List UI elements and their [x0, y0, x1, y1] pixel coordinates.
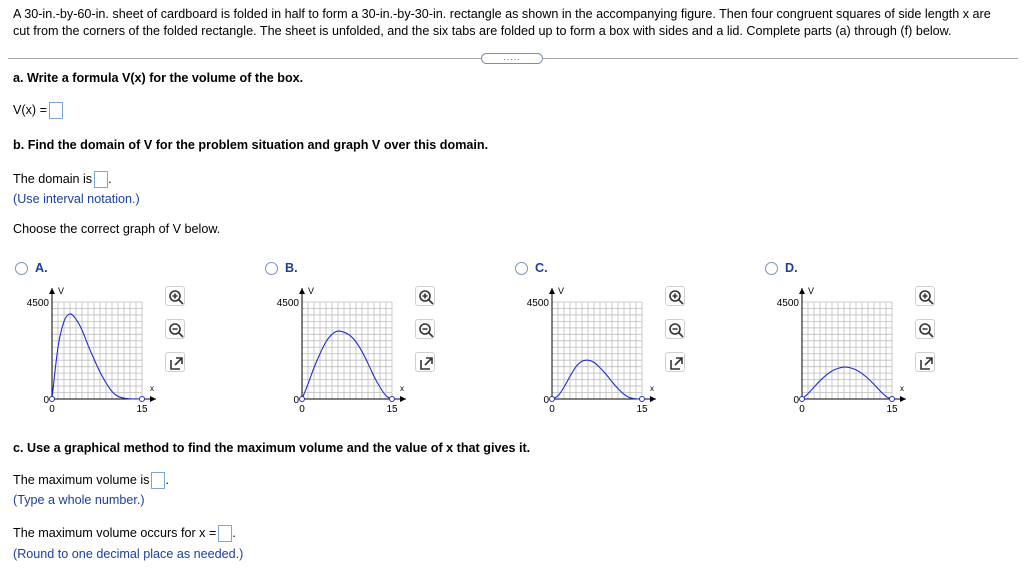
- x-axis-label: x: [900, 384, 904, 393]
- x-tick-label-15: 15: [886, 404, 898, 415]
- domain-row: [13, 171, 112, 188]
- x-axis-label: x: [400, 384, 404, 393]
- volume-graph: [765, 280, 915, 415]
- zoom-in-icon: [418, 289, 434, 305]
- y-axis-arrow: [549, 288, 555, 294]
- zoom-in-icon: [668, 289, 684, 305]
- curve-endpoint: [50, 397, 55, 402]
- y-axis-label: V: [308, 286, 315, 296]
- zoom-out-button[interactable]: [915, 319, 935, 339]
- period: .: [232, 525, 236, 540]
- y-axis-arrow: [799, 288, 805, 294]
- x-axis-arrow: [650, 396, 656, 402]
- curve-endpoint: [890, 397, 895, 402]
- problem-statement: A 30-in.-by-60-in. sheet of cardboard is folded in half to form a 30-in.-by-30-in. rectangle as shown in the accompanying figure. Then four congruent squares of side length x are cut from the corners of the folded rectangle. The sheet is unfolded, and the six tabs are folded up to form a box with sides and a lid. Complete parts (a) through (f) below.: [13, 7, 991, 38]
- part-a-question: a. Write a formula V(x) for the volume of the box.: [13, 71, 304, 85]
- y-tick-label-max: 4500: [26, 298, 49, 309]
- expand-graph-button[interactable]: [415, 352, 435, 372]
- volume-graph: [15, 280, 165, 415]
- zoom-out-icon: [168, 322, 184, 338]
- zoom-in-icon: [918, 289, 934, 305]
- domain-hint: (Use interval notation.): [13, 192, 140, 206]
- y-tick-label-max: 4500: [276, 298, 299, 309]
- y-tick-label-zero: 0: [293, 395, 299, 406]
- expand-graph-icon: [168, 355, 184, 371]
- max-x-row: [13, 525, 236, 542]
- max-volume-label: The maximum volume is: [13, 472, 150, 487]
- zoom-out-button[interactable]: [665, 319, 685, 339]
- y-axis-label: V: [58, 286, 65, 296]
- x-axis-arrow: [400, 396, 406, 402]
- option-letter: D.: [785, 261, 798, 275]
- option-radio[interactable]: [15, 262, 28, 275]
- max-volume-input[interactable]: [151, 472, 165, 489]
- part-a-answer-row: [13, 102, 63, 119]
- option-letter: C.: [535, 261, 548, 275]
- x-axis-arrow: [900, 396, 906, 402]
- y-axis-arrow: [49, 288, 55, 294]
- curve-endpoint: [640, 397, 645, 402]
- option-letter: A.: [35, 261, 48, 275]
- x-tick-label-15: 15: [136, 404, 148, 415]
- x-axis-label: x: [150, 384, 154, 393]
- y-tick-label-zero: 0: [793, 395, 799, 406]
- max-x-label: The maximum volume occurs for x =: [13, 525, 217, 540]
- y-tick-label-max: 4500: [776, 298, 799, 309]
- curve-endpoint: [390, 397, 395, 402]
- y-tick-label-max: 4500: [526, 298, 549, 309]
- volume-curve: [302, 331, 392, 399]
- x-tick-label-15: 15: [386, 404, 398, 415]
- zoom-out-icon: [918, 322, 934, 338]
- x-tick-label-zero: 0: [49, 404, 55, 415]
- x-axis-arrow: [150, 396, 156, 402]
- curve-endpoint: [300, 397, 305, 402]
- zoom-in-icon: [168, 289, 184, 305]
- option-letter: B.: [285, 261, 298, 275]
- option-radio[interactable]: [265, 262, 278, 275]
- zoom-in-button[interactable]: [915, 286, 935, 306]
- expand-graph-button[interactable]: [165, 352, 185, 372]
- volume-graph: [515, 280, 665, 415]
- y-axis-arrow: [299, 288, 305, 294]
- domain-answer-input[interactable]: [94, 171, 108, 188]
- period: .: [165, 472, 169, 487]
- curve-endpoint: [550, 397, 555, 402]
- zoom-out-icon: [418, 322, 434, 338]
- period: .: [108, 171, 112, 186]
- expand-graph-icon: [918, 355, 934, 371]
- x-tick-label-zero: 0: [299, 404, 305, 415]
- expand-graph-icon: [668, 355, 684, 371]
- y-tick-label-zero: 0: [543, 395, 549, 406]
- y-axis-label: V: [558, 286, 565, 296]
- vx-answer-input[interactable]: [49, 102, 63, 119]
- domain-label: The domain is: [13, 171, 93, 186]
- zoom-in-button[interactable]: [415, 286, 435, 306]
- expand-graph-button[interactable]: [915, 352, 935, 372]
- graph-option-b[interactable]: [265, 260, 515, 415]
- curve-endpoint: [140, 397, 145, 402]
- max-x-input[interactable]: [218, 525, 232, 542]
- zoom-out-button[interactable]: [415, 319, 435, 339]
- zoom-out-button[interactable]: [165, 319, 185, 339]
- x-axis-label: x: [650, 384, 654, 393]
- x-tick-label-15: 15: [636, 404, 648, 415]
- choose-graph-label: Choose the correct graph of V below.: [13, 222, 221, 236]
- x-tick-label-zero: 0: [799, 404, 805, 415]
- x-tick-label-zero: 0: [549, 404, 555, 415]
- y-tick-label-zero: 0: [43, 395, 49, 406]
- graph-option-a[interactable]: [15, 260, 265, 415]
- max-volume-hint: (Type a whole number.): [13, 493, 145, 507]
- graph-option-d[interactable]: [765, 260, 1015, 415]
- max-x-hint: (Round to one decimal place as needed.): [13, 547, 244, 561]
- zoom-out-icon: [668, 322, 684, 338]
- part-c-question: c. Use a graphical method to find the maximum volume and the value of x that gives it.: [13, 441, 531, 455]
- zoom-in-button[interactable]: [165, 286, 185, 306]
- curve-endpoint: [800, 397, 805, 402]
- volume-graph: [265, 280, 415, 415]
- expand-graph-button[interactable]: [665, 352, 685, 372]
- max-volume-row: [13, 472, 169, 489]
- vx-label: V(x) =: [13, 102, 47, 117]
- expand-button[interactable]: .....: [481, 53, 543, 64]
- y-axis-label: V: [808, 286, 815, 296]
- option-radio[interactable]: [765, 262, 778, 275]
- volume-curve: [802, 367, 892, 399]
- zoom-in-button[interactable]: [665, 286, 685, 306]
- part-b-question: b. Find the domain of V for the problem situation and graph V over this domain.: [13, 138, 489, 152]
- expand-graph-icon: [418, 355, 434, 371]
- graph-option-c[interactable]: [515, 260, 765, 415]
- option-radio[interactable]: [515, 262, 528, 275]
